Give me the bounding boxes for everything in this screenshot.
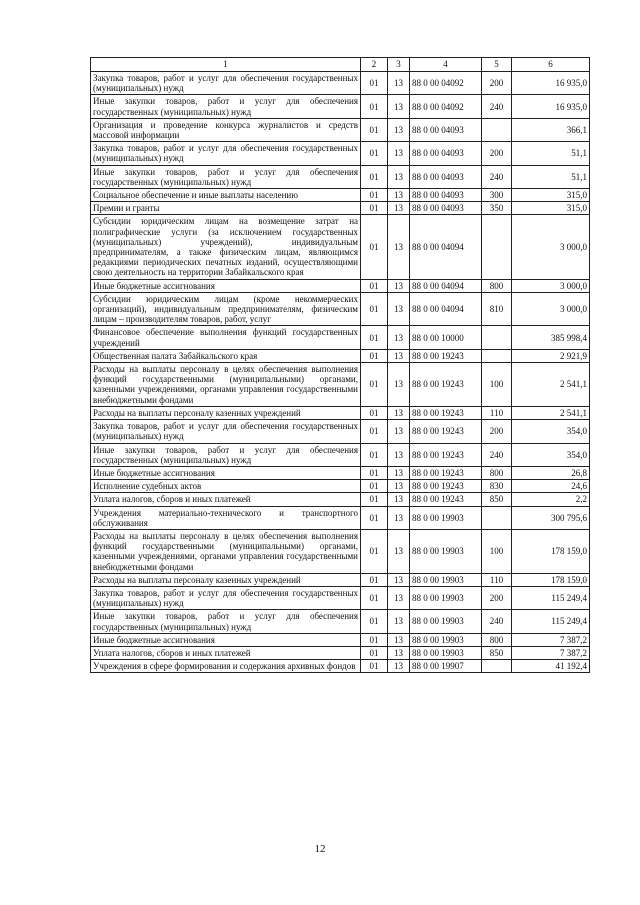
section-code: 01 bbox=[361, 189, 388, 202]
section-code: 01 bbox=[361, 443, 388, 466]
row-name: Иные закупки товаров, работ и услуг для обеспечения государственных (муниципальных) нужд bbox=[91, 95, 361, 118]
expense-type-code: 200 bbox=[482, 586, 512, 609]
expense-type-code bbox=[482, 506, 512, 529]
section-code: 01 bbox=[361, 506, 388, 529]
column-header-4: 4 bbox=[410, 58, 482, 72]
expense-type-code: 800 bbox=[482, 279, 512, 292]
row-name: Иные закупки товаров, работ и услуг для обеспечения государственных (муниципальных) нужд bbox=[91, 443, 361, 466]
target-article-code: 88 0 00 04092 bbox=[410, 72, 482, 95]
table-row bbox=[91, 406, 590, 419]
section-code: 01 bbox=[361, 165, 388, 188]
column-header-6: 6 bbox=[512, 58, 590, 72]
table-row bbox=[91, 480, 590, 493]
expense-type-code: 800 bbox=[482, 466, 512, 479]
target-article-code: 88 0 00 19243 bbox=[410, 363, 482, 407]
subsection-code: 13 bbox=[388, 292, 410, 326]
row-name: Премии и гранты bbox=[91, 202, 361, 215]
expense-type-code: 850 bbox=[482, 646, 512, 659]
section-code: 01 bbox=[361, 202, 388, 215]
subsection-code: 13 bbox=[388, 406, 410, 419]
subsection-code: 13 bbox=[388, 215, 410, 279]
row-name: Иные бюджетные ассигнования bbox=[91, 279, 361, 292]
table-row bbox=[91, 573, 590, 586]
amount: 3 000,0 bbox=[512, 292, 590, 326]
expense-type-code: 240 bbox=[482, 95, 512, 118]
section-code: 01 bbox=[361, 480, 388, 493]
row-name: Иные бюджетные ассигнования bbox=[91, 466, 361, 479]
expense-type-code: 800 bbox=[482, 633, 512, 646]
target-article-code: 88 0 00 19243 bbox=[410, 493, 482, 506]
column-header-2: 2 bbox=[361, 58, 388, 72]
expense-type-code: 350 bbox=[482, 202, 512, 215]
table-row bbox=[91, 202, 590, 215]
target-article-code: 88 0 00 19903 bbox=[410, 633, 482, 646]
row-name: Субсидии юридическим лицам (кроме некоммерческих организаций), индивидуальным предпринимателям, физическим лицам – производителям товаров, работ, услуг bbox=[91, 292, 361, 326]
row-name: Социальное обеспечение и иные выплаты населению bbox=[91, 189, 361, 202]
target-article-code: 88 0 00 04092 bbox=[410, 95, 482, 118]
row-name: Закупка товаров, работ и услуг для обеспечения государственных (муниципальных) нужд bbox=[91, 420, 361, 443]
expense-type-code bbox=[482, 326, 512, 349]
section-code: 01 bbox=[361, 529, 388, 573]
table-row bbox=[91, 529, 590, 573]
subsection-code: 13 bbox=[388, 493, 410, 506]
row-name: Иные закупки товаров, работ и услуг для обеспечения государственных (муниципальных) нужд bbox=[91, 610, 361, 633]
subsection-code: 13 bbox=[388, 633, 410, 646]
target-article-code: 88 0 00 10000 bbox=[410, 326, 482, 349]
amount: 26,8 bbox=[512, 466, 590, 479]
table-row bbox=[91, 466, 590, 479]
amount: 24,6 bbox=[512, 480, 590, 493]
section-code: 01 bbox=[361, 573, 388, 586]
section-code: 01 bbox=[361, 633, 388, 646]
section-code: 01 bbox=[361, 326, 388, 349]
expense-type-code: 200 bbox=[482, 420, 512, 443]
expense-type-code: 830 bbox=[482, 480, 512, 493]
expense-type-code: 200 bbox=[482, 72, 512, 95]
amount: 354,0 bbox=[512, 443, 590, 466]
section-code: 01 bbox=[361, 660, 388, 673]
expense-type-code: 240 bbox=[482, 443, 512, 466]
section-code: 01 bbox=[361, 292, 388, 326]
section-code: 01 bbox=[361, 142, 388, 165]
subsection-code: 13 bbox=[388, 420, 410, 443]
amount: 7 387,2 bbox=[512, 646, 590, 659]
subsection-code: 13 bbox=[388, 165, 410, 188]
row-name: Учреждения в сфере формирования и содержания архивных фондов bbox=[91, 660, 361, 673]
amount: 385 998,4 bbox=[512, 326, 590, 349]
expense-type-code bbox=[482, 660, 512, 673]
row-name: Организация и проведение конкурса журналистов и средств массовой информации bbox=[91, 118, 361, 141]
target-article-code: 88 0 00 19243 bbox=[410, 420, 482, 443]
amount: 2 541,1 bbox=[512, 363, 590, 407]
amount: 300 795,6 bbox=[512, 506, 590, 529]
amount: 3 000,0 bbox=[512, 215, 590, 279]
expense-type-code: 100 bbox=[482, 363, 512, 407]
subsection-code: 13 bbox=[388, 349, 410, 362]
table-row bbox=[91, 189, 590, 202]
subsection-code: 13 bbox=[388, 660, 410, 673]
row-name: Закупка товаров, работ и услуг для обеспечения государственных (муниципальных) нужд bbox=[91, 586, 361, 609]
target-article-code: 88 0 00 19903 bbox=[410, 529, 482, 573]
section-code: 01 bbox=[361, 646, 388, 659]
subsection-code: 13 bbox=[388, 443, 410, 466]
section-code: 01 bbox=[361, 349, 388, 362]
expense-type-code: 300 bbox=[482, 189, 512, 202]
section-code: 01 bbox=[361, 420, 388, 443]
table-row bbox=[91, 363, 590, 407]
amount: 115 249,4 bbox=[512, 610, 590, 633]
table-row bbox=[91, 420, 590, 443]
subsection-code: 13 bbox=[388, 480, 410, 493]
subsection-code: 13 bbox=[388, 118, 410, 141]
row-name: Финансовое обеспечение выполнения функций государственных учреждений bbox=[91, 326, 361, 349]
amount: 178 159,0 bbox=[512, 529, 590, 573]
expense-type-code bbox=[482, 349, 512, 362]
column-header-1: 1 bbox=[91, 58, 361, 72]
amount: 7 387,2 bbox=[512, 633, 590, 646]
amount: 366,1 bbox=[512, 118, 590, 141]
row-name: Закупка товаров, работ и услуг для обеспечения государственных (муниципальных) нужд bbox=[91, 72, 361, 95]
amount: 178 159,0 bbox=[512, 573, 590, 586]
subsection-code: 13 bbox=[388, 610, 410, 633]
row-name: Уплата налогов, сборов и иных платежей bbox=[91, 646, 361, 659]
target-article-code: 88 0 00 04094 bbox=[410, 215, 482, 279]
target-article-code: 88 0 00 19243 bbox=[410, 480, 482, 493]
expense-type-code: 240 bbox=[482, 165, 512, 188]
amount: 41 192,4 bbox=[512, 660, 590, 673]
subsection-code: 13 bbox=[388, 189, 410, 202]
row-name: Общественная палата Забайкальского края bbox=[91, 349, 361, 362]
row-name: Учреждения материально-технического и транспортного обслуживания bbox=[91, 506, 361, 529]
expense-type-code: 810 bbox=[482, 292, 512, 326]
subsection-code: 13 bbox=[388, 529, 410, 573]
row-name: Закупка товаров, работ и услуг для обеспечения государственных (муниципальных) нужд bbox=[91, 142, 361, 165]
amount: 2 541,1 bbox=[512, 406, 590, 419]
table-row bbox=[91, 215, 590, 279]
table-header-row bbox=[91, 58, 590, 72]
target-article-code: 88 0 00 04093 bbox=[410, 165, 482, 188]
column-header-3: 3 bbox=[388, 58, 410, 72]
target-article-code: 88 0 00 04093 bbox=[410, 202, 482, 215]
section-code: 01 bbox=[361, 279, 388, 292]
expense-type-code: 110 bbox=[482, 573, 512, 586]
row-name: Расходы на выплаты персоналу казенных учреждений bbox=[91, 406, 361, 419]
expense-type-code: 110 bbox=[482, 406, 512, 419]
target-article-code: 88 0 00 04094 bbox=[410, 279, 482, 292]
row-name: Расходы на выплаты персоналу казенных учреждений bbox=[91, 573, 361, 586]
row-name: Исполнение судебных актов bbox=[91, 480, 361, 493]
amount: 51,1 bbox=[512, 142, 590, 165]
target-article-code: 88 0 00 19903 bbox=[410, 586, 482, 609]
subsection-code: 13 bbox=[388, 573, 410, 586]
target-article-code: 88 0 00 04093 bbox=[410, 189, 482, 202]
section-code: 01 bbox=[361, 215, 388, 279]
page-number: 12 bbox=[314, 843, 326, 855]
target-article-code: 88 0 00 19903 bbox=[410, 646, 482, 659]
amount: 2 921,9 bbox=[512, 349, 590, 362]
amount: 3 000,0 bbox=[512, 279, 590, 292]
table-row bbox=[91, 646, 590, 659]
target-article-code: 88 0 00 19903 bbox=[410, 506, 482, 529]
subsection-code: 13 bbox=[388, 72, 410, 95]
table-row bbox=[91, 292, 590, 326]
section-code: 01 bbox=[361, 72, 388, 95]
row-name: Расходы на выплаты персоналу в целях обеспечения выполнения функций государственными (муниципальными) органами, казенными учреждениями, органами управления государственными внебюджетными фондами bbox=[91, 529, 361, 573]
subsection-code: 13 bbox=[388, 466, 410, 479]
expense-type-code: 850 bbox=[482, 493, 512, 506]
amount: 315,0 bbox=[512, 189, 590, 202]
table-row bbox=[91, 142, 590, 165]
subsection-code: 13 bbox=[388, 506, 410, 529]
table-row bbox=[91, 660, 590, 673]
row-name: Уплата налогов, сборов и иных платежей bbox=[91, 493, 361, 506]
table-row bbox=[91, 326, 590, 349]
table-row bbox=[91, 633, 590, 646]
subsection-code: 13 bbox=[388, 279, 410, 292]
subsection-code: 13 bbox=[388, 142, 410, 165]
expense-type-code: 100 bbox=[482, 529, 512, 573]
expense-type-code: 240 bbox=[482, 610, 512, 633]
section-code: 01 bbox=[361, 610, 388, 633]
table-row bbox=[91, 586, 590, 609]
section-code: 01 bbox=[361, 466, 388, 479]
amount: 16 935,0 bbox=[512, 72, 590, 95]
target-article-code: 88 0 00 04093 bbox=[410, 118, 482, 141]
row-name: Иные закупки товаров, работ и услуг для обеспечения государственных (муниципальных) нужд bbox=[91, 165, 361, 188]
subsection-code: 13 bbox=[388, 586, 410, 609]
section-code: 01 bbox=[361, 118, 388, 141]
amount: 51,1 bbox=[512, 165, 590, 188]
table-row bbox=[91, 165, 590, 188]
row-name: Иные бюджетные ассигнования bbox=[91, 633, 361, 646]
table-row bbox=[91, 95, 590, 118]
section-code: 01 bbox=[361, 363, 388, 407]
subsection-code: 13 bbox=[388, 363, 410, 407]
table-row bbox=[91, 506, 590, 529]
target-article-code: 88 0 00 19903 bbox=[410, 610, 482, 633]
target-article-code: 88 0 00 19243 bbox=[410, 406, 482, 419]
table-row bbox=[91, 72, 590, 95]
amount: 2,2 bbox=[512, 493, 590, 506]
subsection-code: 13 bbox=[388, 326, 410, 349]
target-article-code: 88 0 00 04093 bbox=[410, 142, 482, 165]
row-name: Субсидии юридическим лицам на возмещение затрат на полиграфические услуги (за исключением государственных (муниципальных) учреждений), индивидуальным предпринимателям, а также физическим лицам, являющимся редакциями периодических печатных изданий, осуществляющими свою деятельность на территории Забайкальского края bbox=[91, 215, 361, 279]
budget-table bbox=[90, 57, 590, 673]
subsection-code: 13 bbox=[388, 202, 410, 215]
amount: 354,0 bbox=[512, 420, 590, 443]
section-code: 01 bbox=[361, 586, 388, 609]
expense-type-code bbox=[482, 118, 512, 141]
amount: 16 935,0 bbox=[512, 95, 590, 118]
subsection-code: 13 bbox=[388, 646, 410, 659]
table-row bbox=[91, 443, 590, 466]
subsection-code: 13 bbox=[388, 95, 410, 118]
target-article-code: 88 0 00 19903 bbox=[410, 573, 482, 586]
expense-type-code bbox=[482, 215, 512, 279]
column-header-5: 5 bbox=[482, 58, 512, 72]
section-code: 01 bbox=[361, 493, 388, 506]
expense-type-code: 200 bbox=[482, 142, 512, 165]
amount: 315,0 bbox=[512, 202, 590, 215]
section-code: 01 bbox=[361, 95, 388, 118]
table-row bbox=[91, 493, 590, 506]
section-code: 01 bbox=[361, 406, 388, 419]
table-row bbox=[91, 279, 590, 292]
target-article-code: 88 0 00 19907 bbox=[410, 660, 482, 673]
target-article-code: 88 0 00 19243 bbox=[410, 466, 482, 479]
table-row bbox=[91, 349, 590, 362]
table-row bbox=[91, 610, 590, 633]
row-name: Расходы на выплаты персоналу в целях обеспечения выполнения функций государственными (муниципальными) органами, казенными учреждениями, органами управления государственными внебюджетными фондами bbox=[91, 363, 361, 407]
target-article-code: 88 0 00 19243 bbox=[410, 443, 482, 466]
amount: 115 249,4 bbox=[512, 586, 590, 609]
table-row bbox=[91, 118, 590, 141]
target-article-code: 88 0 00 19243 bbox=[410, 349, 482, 362]
target-article-code: 88 0 00 04094 bbox=[410, 292, 482, 326]
